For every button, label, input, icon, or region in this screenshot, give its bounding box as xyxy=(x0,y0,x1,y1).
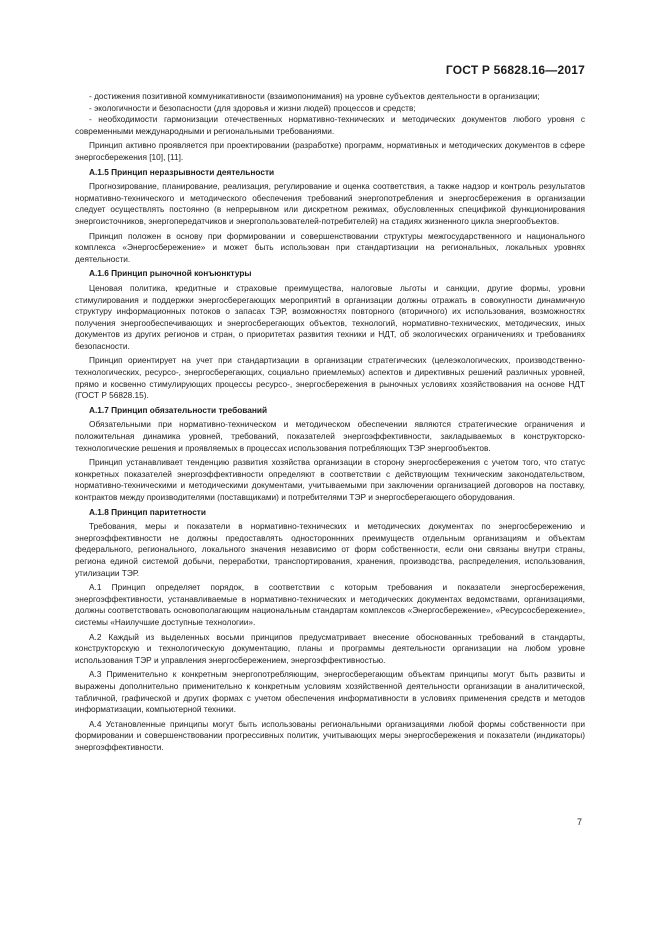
paragraph: Прогнозирование, планирование, реализация, регулирование и оценка соответствия, а также надзор и контроль результатов нормативно-технического и методического обеспечения требований энергопотребления и энергосбережения в организации следует осуществлять постоянно (в непрерывном или дискретном режимах, обусловленных спецификой функционирования энергоисточников, энергопередатчиков и энергопользователей-потребителей) на стадиях жизненного цикла энергообъектов. xyxy=(75,181,585,226)
section-heading: А.1.8 Принцип паритетности xyxy=(89,506,206,517)
paragraph: А.2 Каждый из выделенных восьми принципов предусматривает внесение обоснованных требований в стандарты, конструкторскую и технологическую документацию, планы и программы деятельности организации на любом уровне использования ТЭР и управления энергосбережением, энергоэффективностью. xyxy=(75,631,585,665)
paragraph: А.3 Применительно к конкретным энергопотребляющим, энергосберегающим объектам принципы могут быть развиты и выражены дополнительно применительно к конкретным условиям хозяйственной деятельности организации в аналитической, табличной, графической и других формах с учетом обеспечения информативности в условиях применения средств и методов информатизации, компьютерной техники. xyxy=(75,669,585,715)
paragraph: А.1 Принцип определяет порядок, в соответствии с которым требования и показатели энергосбережения, энергоэффективности, устанавливаемые в нормативно-технических и методических документах ведомствами, организациями, должны соответствовать основополагающим национальным стандартам комплексов «Энергосбережение», «Ресурсосбережение», системы «Наилучшие доступные технологии». xyxy=(75,582,585,627)
paragraph: Принцип активно проявляется при проектировании (разработке) программ, нормативных и методических документов в сфере энергосбережения [10], [11]. xyxy=(75,140,585,162)
paragraph: Принцип ориентирует на учет при стандартизации в организации стратегических (целеэкологических, производственно-технологических, ресурсо-, энергосберегающих, социально приемлемых) аспектов и директивных решений различных уровней, прямо и косвенно стимулирующих процессы ресурсо-, энергосбережения в рыночных условиях хозяйствования на основе НДТ (ГОСТ Р 56828.15). xyxy=(75,355,585,401)
paragraph: А.4 Установленные принципы могут быть использованы региональными организациями любой формы собственности при формировании и совершенствовании прогрессивных политик, учитывающих меры энергосбережения и показатели (индикаторы) энергоэффективности. xyxy=(75,718,585,752)
paragraph: Принцип устанавливает тенденцию развития хозяйства организации в сторону энергосбережения с учетом того, что статус конкретных показателей энергоэффективности определяют в соответствии с действующим техническим законодательством, нормативно-техническими и методическими документами, учитываемыми при заключении организацией договоров на поставку, контрактов между производителями (поставщиками) и потребителями ТЭР и энергосберегающего оборудования. xyxy=(75,457,585,502)
section-heading: А.1.5 Принцип неразрывности деятельности xyxy=(89,166,275,177)
section-heading: А.1.7 Принцип обязательности требований xyxy=(89,404,268,415)
paragraph: Обязательными при нормативно-техническом и методическом обеспечении являются стратегические ограничения и положительная динамика уровней, требований, показателей энергоэффективности, закладываемых в конструкторско-технологические решения и проявляемых в процессах использования потребляющих ТЭР энергообъектов. xyxy=(75,419,585,453)
paragraph: Требования, меры и показатели в нормативно-технических и методических документах по энергосбережению и энергоэффективности не должны предоставлять одностороннних преимуществ отдельным организациям и объектам федерального, регионального, локального значения независимо от форм собственности, если они связаны внутри страны, региона единой системой добычи, переработки, транспортирования, хранения, производства, распределения, использования, утилизации ТЭР. xyxy=(75,521,585,578)
paragraph: - необходимости гармонизации отечественных нормативно-технических и методических документов любого уровня с современными международными и региональными требованиями. xyxy=(75,114,585,136)
document-code-header: ГОСТ Р 56828.16—2017 xyxy=(445,63,585,77)
section-heading: А.1.6 Принцип рыночной конъюнктуры xyxy=(89,268,252,279)
paragraph: Ценовая политика, кредитные и страховые преимущества, налоговые льготы и санкции, другие формы, уровни стимулирования и поддержки энергосберегающих мероприятий в организации должны отражать в совокупности динамичную структуру информационных потоков о запасах ТЭР, возможностях повторного (вторичного) их использования, возможностях получения энергообеспечивающих и энергосберегающих объектов, технологий, нормативно-технических, методических, иных документов из других регионов и стран, о приоритетах развития техники и НДТ, об экологических ограничениях и требованиях безопасности. xyxy=(75,282,585,351)
main-content xyxy=(75,91,585,756)
paragraph: - экологичности и безопасности (для здоровья и жизни людей) процессов и средств; xyxy=(89,102,416,113)
page-number: 7 xyxy=(576,817,582,827)
paragraph: Принцип положен в основу при формировании и совершенствовании структуры межгосударственного и национального комплекса «Энергосбережение» и может быть использован при стандартизации на региональных, локальных уровнях деятельности. xyxy=(75,230,585,264)
paragraph: - достижения позитивной коммуникативности (взаимопонимания) на уровне субъектов деятельности в организации; xyxy=(89,91,540,101)
